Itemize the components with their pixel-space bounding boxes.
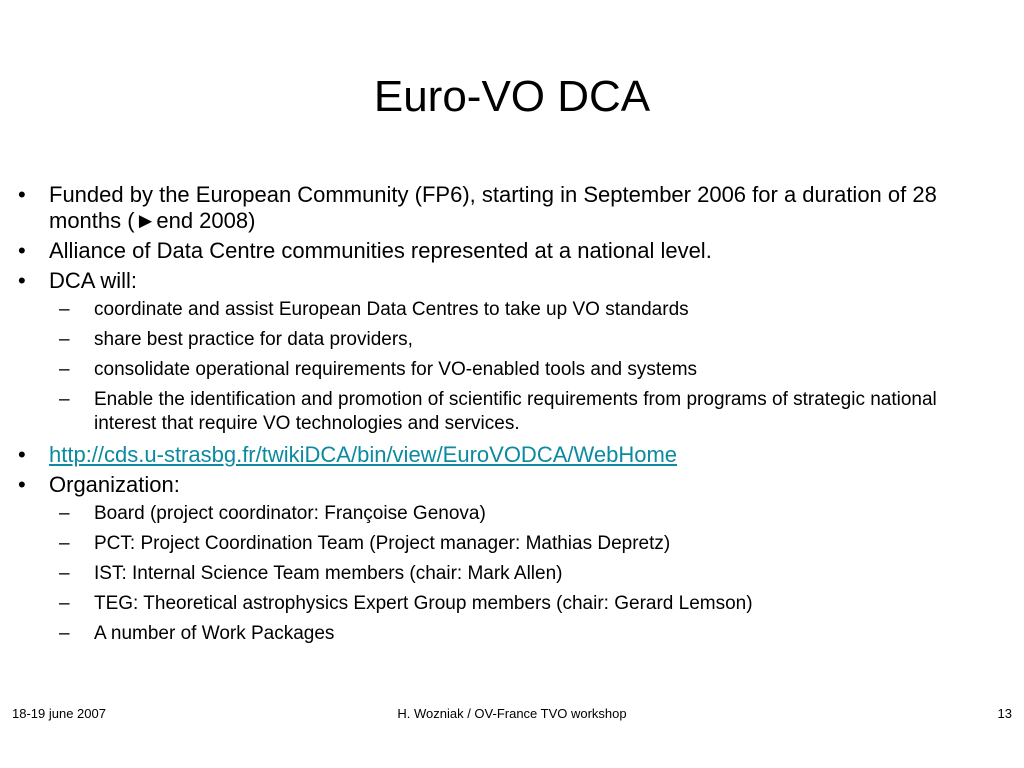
bullet-marker: • bbox=[18, 472, 26, 497]
bullet-dca-will bbox=[18, 268, 948, 436]
sub-bullet-text: consolidate operational requirements for VO-enabled tools and systems bbox=[94, 359, 698, 380]
bullet-marker: • bbox=[18, 268, 26, 293]
sub-bullet-marker: – bbox=[59, 563, 70, 584]
sub-bullet bbox=[49, 592, 948, 616]
sub-bullet bbox=[49, 358, 948, 382]
sub-bullet-text: Enable the identification and promotion of scientific requirements from programs of strategic national interest that require VO technologies and services. bbox=[94, 389, 937, 434]
sub-bullet-text: Board (project coordinator: Françoise Genova) bbox=[94, 503, 486, 524]
footer-date: 18-19 june 2007 bbox=[12, 706, 106, 721]
sub-bullet-marker: – bbox=[59, 389, 70, 410]
bullet-organization bbox=[18, 472, 948, 646]
sub-bullet-marker: – bbox=[59, 359, 70, 380]
sub-bullet bbox=[49, 388, 948, 436]
bullet-marker: • bbox=[18, 182, 26, 207]
sub-bullet-marker: – bbox=[59, 329, 70, 350]
sub-bullet-text: PCT: Project Coordination Team (Project manager: Mathias Depretz) bbox=[94, 533, 671, 554]
footer-presenter: H. Wozniak / OV-France TVO workshop bbox=[397, 706, 627, 721]
sub-bullet bbox=[49, 532, 948, 556]
sub-bullet-marker: – bbox=[59, 503, 70, 524]
bullet-text: DCA will: bbox=[49, 268, 138, 293]
bullet-marker: • bbox=[18, 442, 26, 467]
bullet-link bbox=[18, 442, 948, 468]
sub-bullet-text: A number of Work Packages bbox=[94, 623, 335, 644]
sub-bullet-marker: – bbox=[59, 593, 70, 614]
sub-bullet bbox=[49, 622, 948, 646]
slide-title: Euro-VO DCA bbox=[373, 72, 651, 121]
sub-bullet bbox=[49, 502, 948, 526]
sub-bullet bbox=[49, 562, 948, 586]
sub-bullet bbox=[49, 328, 948, 352]
sub-bullet-marker: – bbox=[59, 623, 70, 644]
footer-page-number: 13 bbox=[997, 706, 1012, 721]
dca-webhome-link[interactable]: http://cds.u-strasbg.fr/twikiDCA/bin/view/EuroVODCA/WebHome bbox=[49, 442, 678, 467]
bullet-marker: • bbox=[18, 238, 26, 263]
sub-bullet-text: IST: Internal Science Team members (chair: Mark Allen) bbox=[94, 563, 563, 584]
bullet-text: Organization: bbox=[49, 472, 180, 497]
sub-bullet bbox=[49, 298, 948, 322]
sub-bullet-text: TEG: Theoretical astrophysics Expert Group members (chair: Gerard Lemson) bbox=[94, 593, 753, 614]
sub-bullet-text: share best practice for data providers, bbox=[94, 329, 413, 350]
dca-will-sublist bbox=[49, 298, 948, 436]
organization-sublist bbox=[49, 502, 948, 646]
bullet-funding bbox=[18, 182, 948, 234]
sub-bullet-text: coordinate and assist European Data Centres to take up VO standards bbox=[94, 299, 689, 320]
sub-bullet-marker: – bbox=[59, 299, 70, 320]
bullet-alliance bbox=[18, 238, 948, 264]
bullet-text: Alliance of Data Centre communities represented at a national level. bbox=[49, 238, 712, 263]
bullet-text: Funded by the European Community (FP6), starting in September 2006 for a duration of 28 months (►end 2008) bbox=[49, 182, 937, 233]
slide-content bbox=[18, 182, 948, 652]
sub-bullet-marker: – bbox=[59, 533, 70, 554]
